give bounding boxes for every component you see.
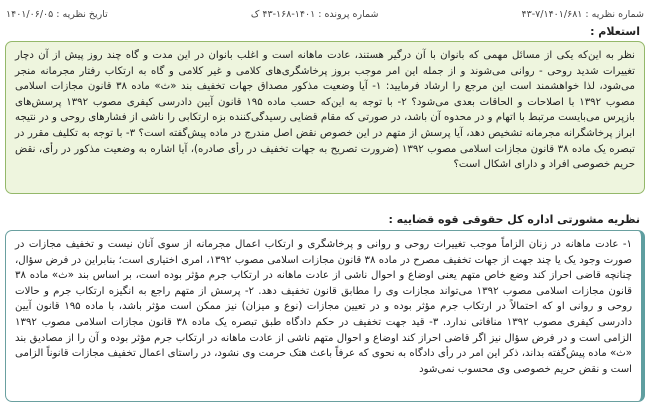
inquiry-date: تاریخ نظریه : ۱۴۰۱/۰۶/۰۵ bbox=[6, 8, 108, 20]
document-header bbox=[6, 6, 644, 22]
answer-box bbox=[5, 230, 645, 402]
question-title: استعلام : bbox=[590, 25, 640, 38]
question-box bbox=[5, 41, 645, 194]
answer-text: ۱- عادت ماهانه در زنان الزاماً موجب تغییرات روحی و روانی و پرخاشگری و ارتکاب اعمال مجرمانه از سوی آنان نیست و تخفیف مجازات در صورت وجود یک یا چند جهت از جهات تخفیف مصرح در ماده ۳۸ قانون مجازات اسلامی مصوب ۱۳۹۲، امری اختیاری است؛ بنابراین در فرض سؤال، چنانچه قاضی احراز کند وضع خاص متهم یعنی اوضاع و احوال ناشی از عادت ماهانه در ارتکاب جرم مؤثر بوده است، بر اساس بند «ث» ماده ۳۸ قانون مجازات اسلامی مصوب ۱۳۹۲ می‌تواند مجازات وی را مطابق قانون تخفیف دهد. ۲- پرسش از متهم راجع به انگیزه ارتکاب جرم و حالات روحی و روانی او که احتمالاً در ارتکاب جرم مؤثر بوده و در تعیین مجازات (نوع و میزان) نیز ممکن است مؤثر باشد، با ماده ۱۹۵ قانون آیین دادرسی کیفری مصوب ۱۳۹۲ منافاتی ندارد. ۳- قید جهت تخفیف در حکم دادگاه طبق تبصره یک ماده ۳۸ قانون مجازات اسلامی مصوب ۱۳۹۲ الزامی است و در فرض سؤال نیز اگر قاضی احراز کند اوضاع و احوال متهم ناشی از عادت ماهانه در ارتکاب جرم مؤثر بوده و آن را از مصادیق بند «ث» ماده پیش‌گفته بداند، ذکر این امر در رأی دادگاه به نحوی که عرفاً باعث هتک حرمت وی نشود، در راستای اعمال تخفیف مجازات قانوناً الزامی است و نقض حریم خصوصی وی محسوب نمی‌شود bbox=[15, 239, 632, 375]
inquiry-number: شماره نظریه : ۷/۱۴۰۱/۶۸۱-۴۳ bbox=[521, 8, 644, 20]
question-text: نظر به این‌که یکی از مسائل مهمی که بانوان با آن درگیر هستند، عادت ماهانه است و اغلب بانوان در این مدت و گاه چند روز پیش از آن دچار تغییرات شدید روحی - روانی می‌شوند و از جمله این امر موجب بروز پرخاشگری‌های کلامی و غیر کلامی و گاه به ارتکاب رفتار مجرمانه منجر می‌شود، لذا خواهشمند است این مرجع را ارشاد فرمایید: ۱- آیا وضعیت مذکور مصداق جهات تخفیف بند «ث» ماده ۳۸ قانون مجازات اسلامی مصوب ۱۳۹۲ با اصلاحات و الحاقات بعدی می‌شود؟ ۲- با توجه به این‌که حسب ماده ۱۹۵ قانون آیین دادرسی کیفری مصوب ۱۳۹۲ پرسش‌های بازپرس می‌بایست مرتبط با اتهام و در محدوه آن باشد، در صورتی که مقام قضایی رسیدگی‌کننده بزه ارتکابی را ناشی از فشارهای روحی و در نتیجه ابراز پرخاشگرانه مجرمانه تشخیص دهد، آیا پرسش از متهم در این خصوص نقض اصل مندرج در ماده پیش‌گفته است؟ ۳- با توجه به تکلیف مقرر در تبصره یک ماده ۳۸ قانون مجازات اسلامی مصوب ۱۳۹۲ (ضرورت تصریح به جهات تخفیف در رأی صادره)، آیا اشاره به وضعیت مذکور در رأی، نقض حریم خصوصی افراد و دارای اشکال است؟ bbox=[15, 50, 636, 171]
case-number: شماره پرونده : ۱۴۰۱-۱۶۸-۴۳ ک bbox=[250, 8, 379, 20]
answer-title: نظریه مشورتی اداره کل حقوقی قوه قضاییه : bbox=[388, 213, 640, 226]
